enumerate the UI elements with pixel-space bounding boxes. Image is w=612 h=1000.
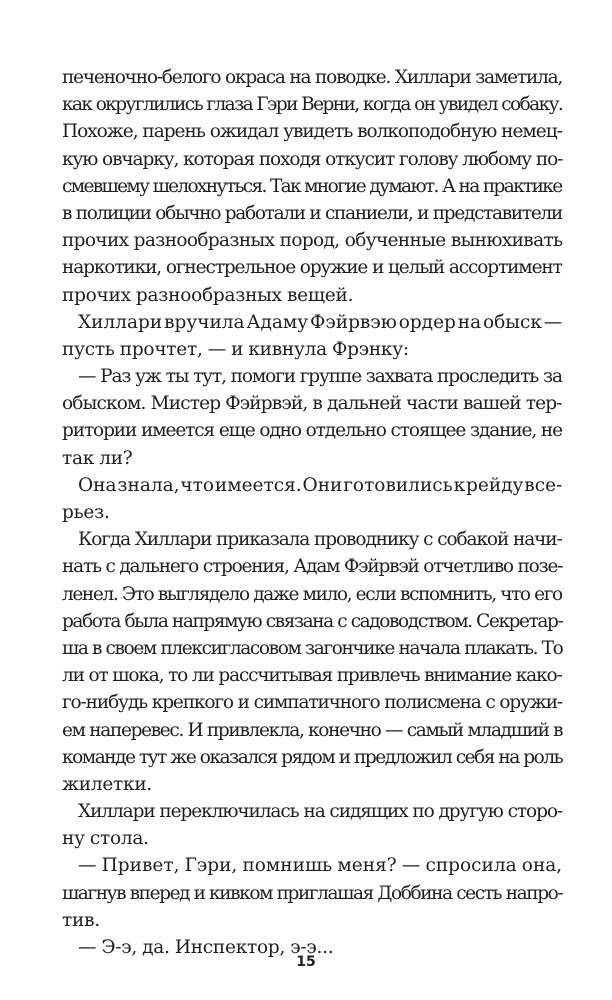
paragraph-start-line: — Раз уж ты тут, помоги группе захвата проследить за: [78, 366, 562, 388]
text-line: жилетки.: [62, 773, 153, 795]
paragraph-start-line: Хиллари вручила Адаму Фэйрвэю ордер на обыск —: [78, 311, 563, 333]
paragraph-start-line: Она знала, что имеется. Они готовились к рейду все-: [78, 474, 563, 496]
text-line: печеночно-белого окраса на поводке. Хиллари заметила,: [62, 67, 563, 88]
text-line: прочих разнообразных вещей.: [62, 284, 354, 306]
text-line: шагнув вперед и кивком приглашая Доббина сесть напро-: [62, 882, 563, 904]
paragraph-start-line: — Э-э, да. Инспектор, э-э...: [78, 937, 334, 958]
text-line: ритории имеется еще одно отдельно стоящее здание, не: [62, 420, 562, 442]
text-line: работа была напрямую связана с садоводством. Секретар-: [62, 610, 563, 632]
text-line: команде тут же оказался рядом и предложил себя на роль: [62, 746, 563, 768]
book-page-text: [62, 64, 562, 961]
paragraph-start-line: Хиллари переключилась на сидящих по другую сторо-: [78, 801, 563, 823]
text-line: прочих разнообразных пород, обученные вынюхивать: [62, 230, 563, 252]
text-line: так ли?: [62, 447, 133, 469]
text-line: ну стола.: [62, 828, 149, 850]
text-line: смевшему шелохнуться. Так многие думают. А на практике: [62, 175, 562, 197]
paragraph-start-line: — Привет, Гэри, помнишь меня? — спросила она,: [78, 855, 563, 877]
text-line: наркотики, огнестрельное оружие и целый ассортимент: [62, 257, 562, 279]
text-line: пусть прочтет, — и кивнула Фрэнку:: [62, 338, 409, 360]
text-line: как округлились глаза Гэри Верни, когда он увидел собаку.: [62, 94, 563, 116]
paragraph-start-line: Когда Хиллари приказала проводнику с собакой начи-: [78, 529, 562, 551]
text-line: ем наперевес. И привлекла, конечно — самый младший в: [62, 719, 563, 741]
text-line: рьез.: [62, 502, 110, 523]
text-line: ленел. Это выглядело даже мило, если вспомнить, что его: [62, 583, 562, 605]
page-number: 15: [296, 954, 316, 970]
text-line: го-нибудь крепкого и симпатичного полисмена с оружи-: [62, 692, 563, 714]
text-line: ша в своем плексигласовом загончике начала плакать. То: [62, 637, 563, 659]
text-line: тив.: [62, 909, 100, 931]
text-line: обыском. Мистер Фэйрвэй, в дальней части вашей тер-: [62, 393, 562, 415]
text-line: ли от шока, то ли рассчитывая привлечь внимание како-: [62, 665, 562, 687]
text-line: кую овчарку, которая походя откусит голову любому по-: [62, 148, 563, 170]
text-line: в полиции обычно работали и спаниели, и представители: [62, 202, 562, 224]
text-line: Похоже, парень ожидал увидеть волкоподобную немец-: [62, 121, 562, 143]
text-line: нать с дальнего строения, Адам Фэйрвэй отчетливо позе-: [62, 556, 563, 578]
